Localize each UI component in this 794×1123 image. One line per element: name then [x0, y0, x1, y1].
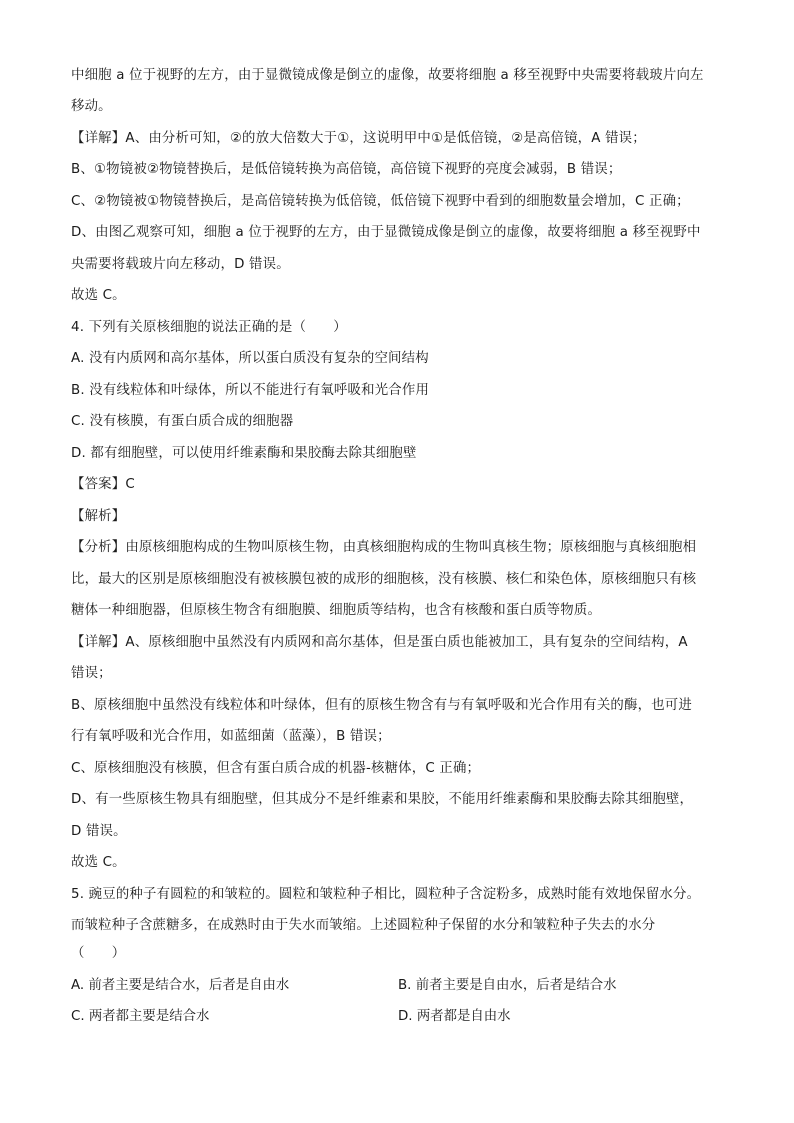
question-5-option-a: A. 前者主要是结合水，后者是自由水: [71, 978, 290, 993]
question-5-stem: 而皱粒种子含蔗糖多，在成熟时由于失水而皱缩。上述圆粒种子保留的水分和皱粒种子失去的水分: [71, 918, 656, 933]
question-4-option-c: C. 没有核膜，有蛋白质合成的细胞器: [71, 414, 294, 429]
text-line: 比，最大的区别是原核细胞没有被核膜包被的成形的细胞核，没有核膜、核仁和染色体，原核细胞只有核: [71, 572, 697, 587]
text-line: 央需要将载玻片向左移动，D 错误。: [71, 257, 290, 272]
text-line: C、原核细胞没有核膜，但含有蛋白质合成的机器-核糖体，C 正确；: [71, 761, 481, 776]
text-line: B、①物镜被②物镜替换后，是低倍镜转换为高倍镜，高倍镜下视野的亮度会减弱，B 错误；: [71, 162, 622, 177]
question-4-stem: 4. 下列有关原核细胞的说法正确的是（ ）: [71, 320, 347, 335]
text-line: 糖体一种细胞器，但原核生物含有细胞膜、细胞质等结构，也含有核酸和蛋白质等物质。: [71, 603, 602, 618]
text-line: B、原核细胞中虽然没有线粒体和叶绿体，但有的原核生物含有与有氧呼吸和光合作用有关的酶，也可进: [71, 698, 692, 713]
text-line: D、有一些原核生物具有细胞壁，但其成分不是纤维素和果胶，不能用纤维素酶和果胶酶去除其细胞壁，: [71, 792, 694, 807]
text-line: 【详解】A、由分析可知，②的放大倍数大于①，这说明甲中①是低倍镜，②是高倍镜，A 错误；: [71, 131, 646, 146]
question-5-option-d: D. 两者都是自由水: [398, 1009, 511, 1024]
question-5-option-b: B. 前者主要是自由水，后者是结合水: [398, 978, 617, 993]
text-line: 移动。: [71, 99, 112, 114]
text-line: 【分析】由原核细胞构成的生物叫原核生物，由真核细胞构成的生物叫真核生物；原核细胞与真核细胞相: [71, 540, 697, 555]
question-5-blank: （ ）: [71, 946, 126, 961]
question-5-stem: 5. 豌豆的种子有圆粒的和皱粒的。圆粒和皱粒种子相比，圆粒种子含淀粉多，成熟时能有效地保留水分。: [71, 887, 701, 902]
answer-label: 【答案】C: [71, 477, 135, 492]
analysis-heading: 【解析】: [71, 509, 126, 524]
question-4-option-b: B. 没有线粒体和叶绿体，所以不能进行有氧呼吸和光合作用: [71, 383, 430, 398]
text-line: 行有氧呼吸和光合作用，如蓝细菌（蓝藻），B 错误；: [71, 729, 391, 744]
text-line: 中细胞 a 位于视野的左方，由于显微镜成像是倒立的虚像，故要将细胞 a 移至视野中央需要将载玻片向左: [71, 68, 704, 83]
question-4-option-a: A. 没有内质网和高尔基体，所以蛋白质没有复杂的空间结构: [71, 351, 429, 366]
text-line: 故选 C。: [71, 288, 126, 303]
text-line: 错误；: [71, 666, 112, 681]
question-5-option-c: C. 两者都主要是结合水: [71, 1009, 210, 1024]
text-line: 故选 C。: [71, 855, 126, 870]
text-line: D 错误。: [71, 824, 127, 839]
text-line: 【详解】A、原核细胞中虽然没有内质网和高尔基体，但是蛋白质也能被加工，具有复杂的空间结构，A: [71, 635, 688, 650]
text-line: D、由图乙观察可知，细胞 a 位于视野的左方，由于显微镜成像是倒立的虚像，故要将细胞 a 移至视野中: [71, 225, 701, 240]
question-4-option-d: D. 都有细胞壁，可以使用纤维素酶和果胶酶去除其细胞壁: [71, 446, 417, 461]
text-line: C、②物镜被①物镜替换后，是高倍镜转换为低倍镜，低倍镜下视野中看到的细胞数量会增加，C 正确；: [71, 194, 690, 209]
